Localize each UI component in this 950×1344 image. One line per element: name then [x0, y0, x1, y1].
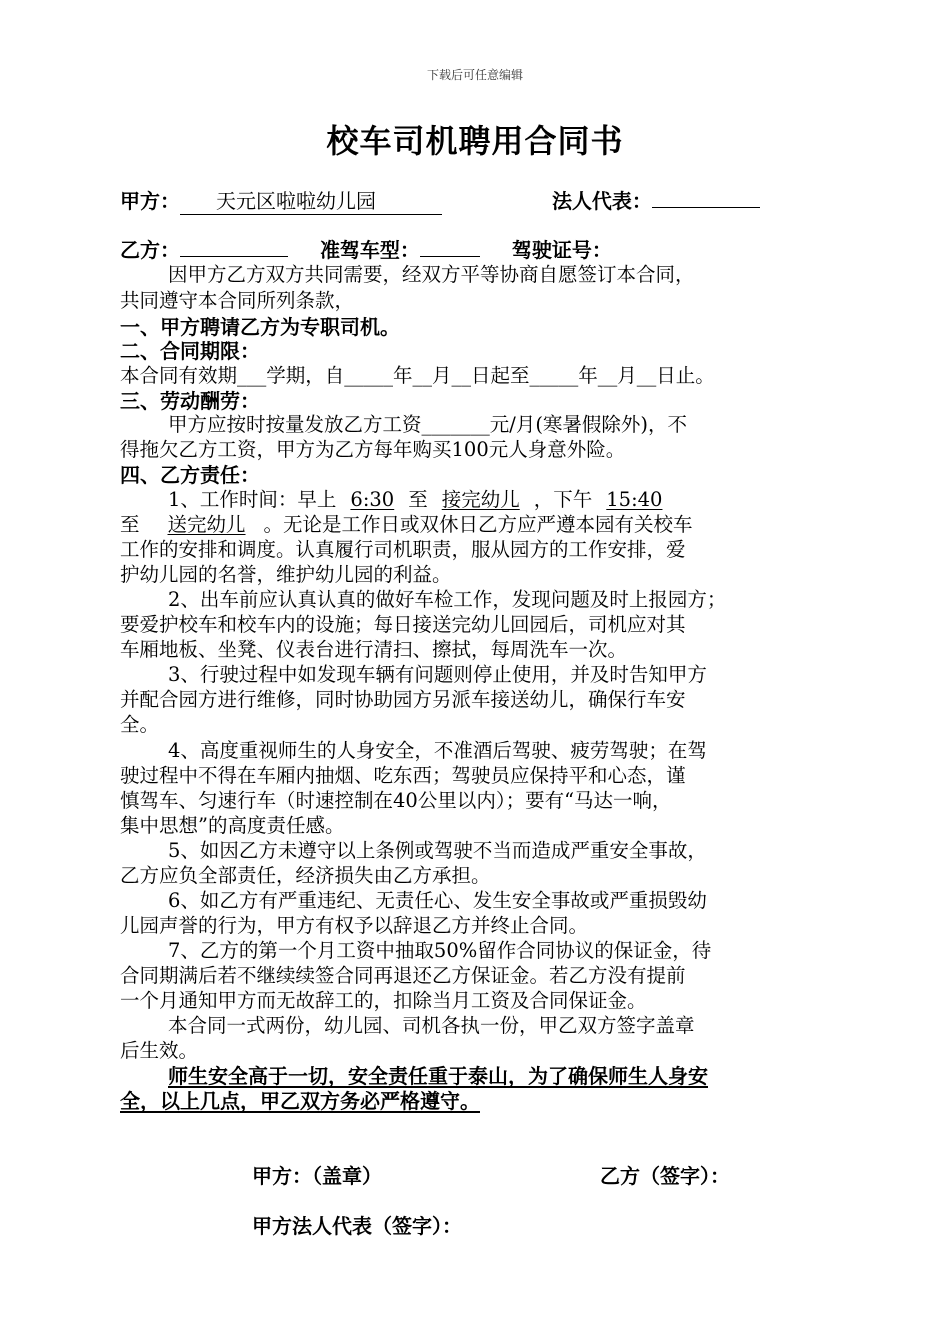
intro-line-2: 共同遵守本合同所列条款， — [120, 289, 355, 312]
p3-line-1: 3、行驶过程中如发现车辆有问题则停止使用，并及时告知甲方 — [168, 663, 707, 686]
sign-legal-rep: 甲方法人代表（签字）： — [252, 1214, 462, 1238]
header-note: 下载后可任意编辑 — [426, 68, 523, 82]
p2-line-3: 车厢地板、坐凳、仪表台进行清扫、擦拭，每周洗车一次。 — [120, 638, 628, 661]
p2-line-1: 2、出车前应认真认真的做好车检工作，发现问题及时上报园方； — [168, 588, 727, 611]
p4-line-2: 驶过程中不得在车厢内抽烟、吃东西；驾驶员应保持平和心态，谨 — [120, 764, 686, 787]
sign-party-a: 甲方：（盖章） — [252, 1164, 382, 1188]
intro-line-1: 因甲方乙方双方共同需要，经双方平等协商自愿签订本合同， — [168, 263, 695, 286]
work-time-afternoon-end: 送完幼儿 — [167, 513, 246, 536]
legal-rep-label: 法人代表： — [551, 189, 652, 213]
p6-line-1: 6、如乙方有严重违纪、无责任心、发生安全事故或严重损毁幼 — [168, 889, 707, 912]
party-b-line — [120, 237, 612, 263]
sign-party-b: 乙方（签字）： — [600, 1164, 730, 1188]
work-time-rest: 。无论是工作日或双休日乙方应严遵本园有关校车 — [263, 513, 693, 536]
safety-line-2: 全，以上几点，甲乙双方务必严格遵守。 — [120, 1089, 480, 1113]
party-a-label: 甲方： — [120, 189, 180, 213]
legal-rep-blank — [652, 189, 760, 208]
section-3-body-1: 甲方应按时按量发放乙方工资_______元/月(寒暑假除外)，不 — [168, 413, 688, 436]
p2-line-2: 要爱护校车和校车内的设施；每日接送完幼儿回园后，司机应对其 — [120, 613, 686, 636]
work-time-afternoon-start: 15:40 — [606, 488, 663, 511]
work-time-to-2: 至 — [120, 513, 140, 536]
p7-line-2: 合同期满后若不继续续签合同再退还乙方保证金。若乙方没有提前 — [120, 964, 686, 987]
safety-line-1: 师生安全高于一切，安全责任重于泰山，为了确保师生人身安 — [168, 1064, 708, 1088]
section-3-heading: 三、劳动酬劳： — [120, 389, 260, 413]
p4-line-3: 慎驾车、匀速行车（时速控制在40公里以内）；要有“马达一响， — [120, 789, 672, 812]
p3-line-3: 全。 — [120, 713, 160, 736]
section-2-heading: 二、合同期限： — [120, 339, 260, 363]
work-time-afternoon-label: ，下午 — [533, 488, 593, 511]
p3-line-2: 并配合园方进行维修，同时协助园方另派车接送幼儿，确保行车安 — [120, 688, 686, 711]
p5-line-2: 乙方应负全部责任，经济损失由乙方承担。 — [120, 864, 491, 887]
work-time-label: 1、工作时间：早上 — [168, 488, 337, 511]
section-3-body-2: 得拖欠乙方工资，甲方为乙方每年购买100元人身意外险。 — [120, 438, 626, 461]
p6-line-2: 儿园声誉的行为，甲方有权予以辞退乙方并终止合同。 — [120, 914, 589, 937]
work-time-line-2 — [120, 512, 693, 538]
work-time-line — [168, 487, 666, 513]
party-b-label: 乙方： — [120, 238, 180, 262]
p1-line-3: 护幼儿园的名誉，维护幼儿园的利益。 — [120, 563, 452, 586]
license-label: 驾驶证号： — [511, 238, 612, 262]
p5-line-1: 5、如因乙方未遵守以上条例或驾驶不当而造成严重安全事故， — [168, 839, 707, 862]
p7-line-1: 7、乙方的第一个月工资中抽取50%留作合同协议的保证金，待 — [168, 939, 712, 962]
p7-line-3: 一个月通知甲方而无故辞工的，扣除当月工资及合同保证金。 — [120, 989, 647, 1012]
p8-line-2: 后生效。 — [120, 1039, 199, 1062]
p4-line-4: 集中思想”的高度责任感。 — [120, 814, 345, 837]
party-b-blank — [180, 238, 288, 257]
p8-line-1: 本合同一式两份，幼儿园、司机各执一份，甲乙双方签字盖章 — [168, 1014, 695, 1037]
section-2-body: 本合同有效期___学期，自_____年__月__日起至_____年__月__日止。 — [120, 364, 715, 387]
p1-line-2: 工作的安排和调度。认真履行司机职责，服从园方的工作安排，爱 — [120, 538, 686, 561]
party-a-line — [120, 188, 760, 215]
p4-line-1: 4、高度重视师生的人身安全，不准酒后驾驶、疲劳驾驶；在驾 — [168, 739, 707, 762]
vehicle-type-label: 准驾车型： — [319, 238, 420, 262]
work-time-morning-end: 接完幼儿 — [441, 488, 520, 511]
section-4-heading: 四、乙方责任： — [120, 463, 260, 487]
vehicle-type-blank — [420, 238, 480, 257]
section-1-heading: 一、甲方聘请乙方为专职司机。 — [120, 315, 400, 339]
work-time-start: 6:30 — [350, 488, 395, 511]
work-time-to-1: 至 — [408, 488, 428, 511]
page-title: 校车司机聘用合同书 — [326, 122, 624, 160]
party-a-name: 天元区啦啦幼儿园 — [180, 188, 442, 215]
